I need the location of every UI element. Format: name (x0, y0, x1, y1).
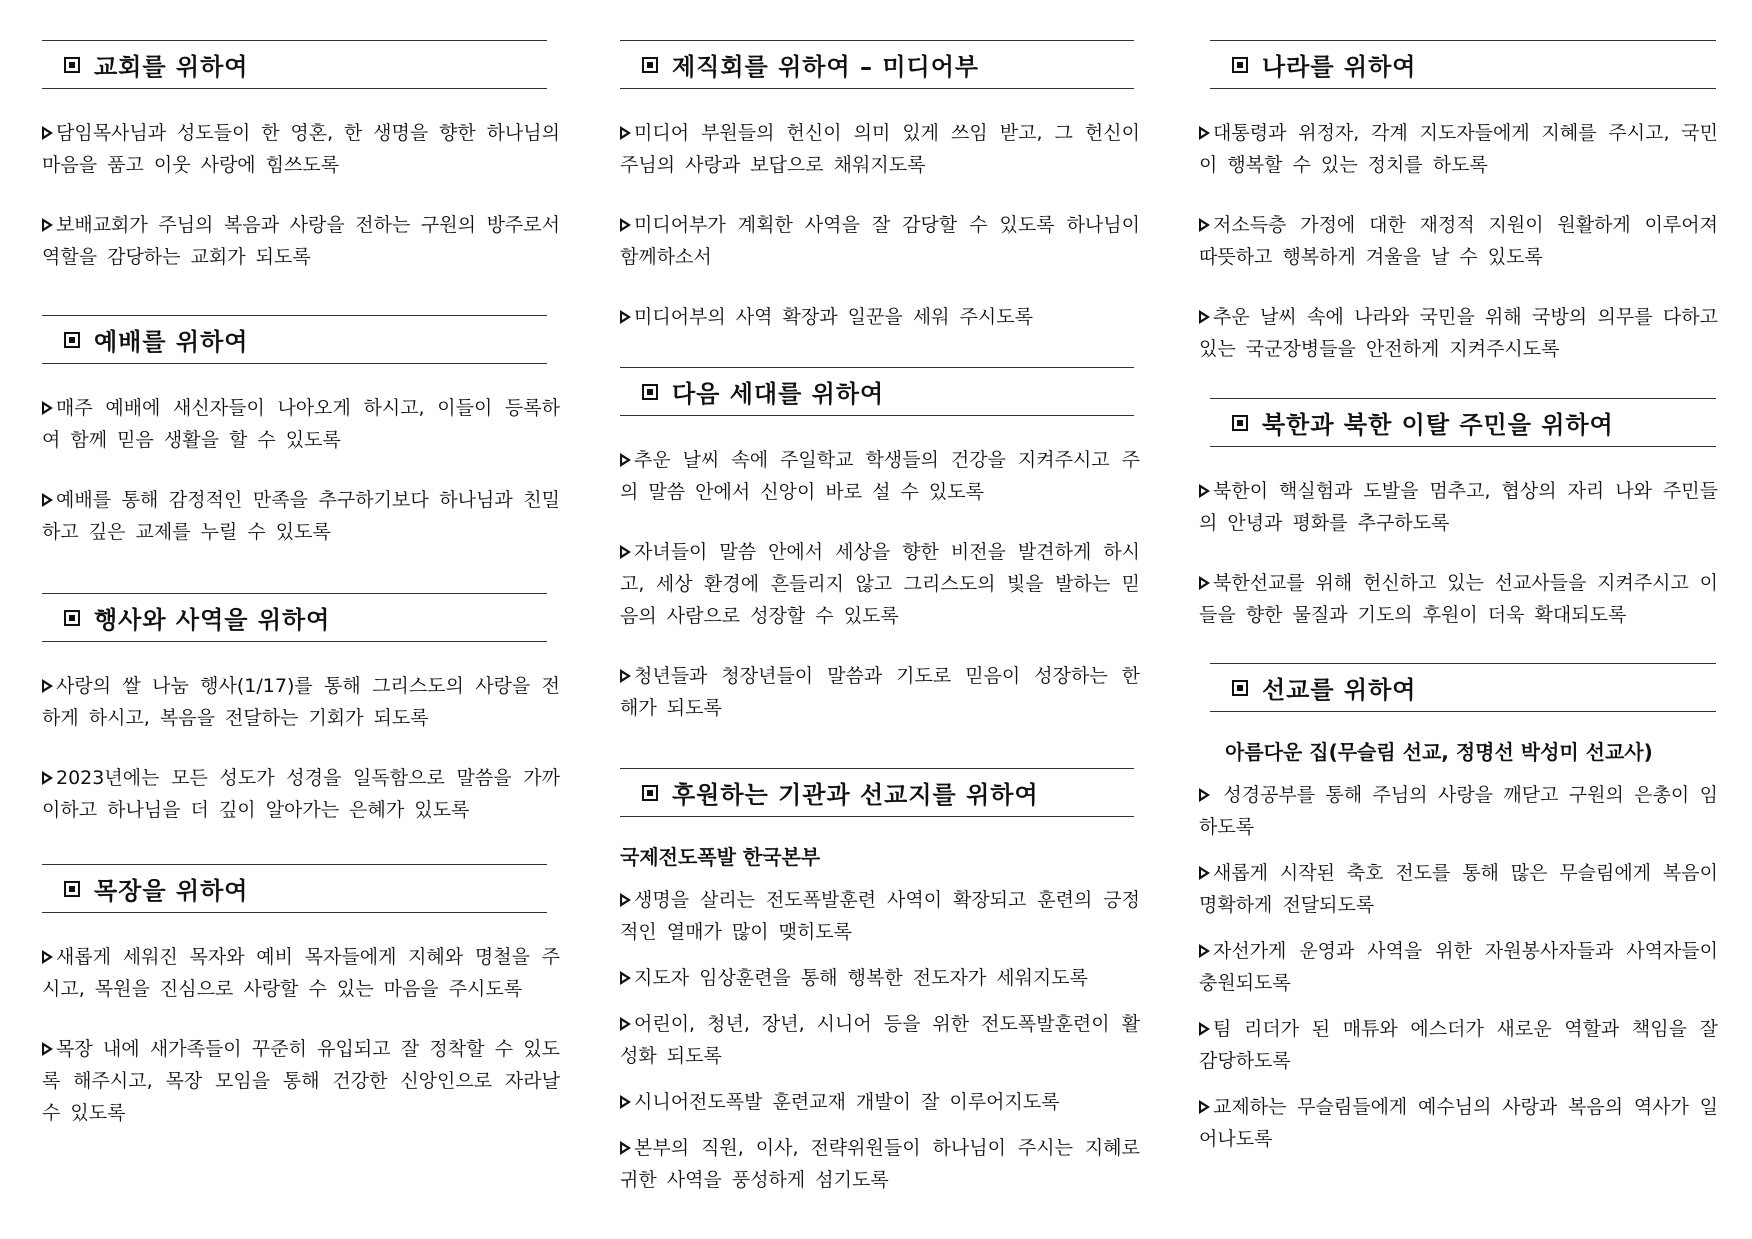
prayer-text: 사랑의 쌀 나눔 행사(1/17)를 통해 그리스도의 사랑을 전하게 하시고, 복음을 전달하는 기회가 되도록 (42, 675, 560, 729)
prayer-section (1199, 398, 1718, 631)
triangle-bullet-icon (42, 218, 53, 232)
section-header (42, 40, 547, 89)
section-title: 나라를 위하여 (1262, 53, 1417, 81)
section-title: 선교를 위하여 (1262, 676, 1417, 704)
section-title: 제직회를 위하여 – 미디어부 (672, 53, 980, 81)
prayer-text: 대통령과 위정자, 각계 지도자들에게 지혜를 주시고, 국민이 행복할 수 있는 정치를 하도록 (1199, 122, 1718, 176)
prayer-text: 목장 내에 새가족들이 꾸준히 유입되고 잘 정착할 수 있도록 해주시고, 목장 모임을 통해 건강한 신앙인으로 자라날 수 있도록 (42, 1038, 560, 1124)
prayer-text: 청년들과 청장년들이 말씀과 기도로 믿음이 성장하는 한 해가 되도록 (620, 665, 1140, 719)
prayer-item (620, 209, 1140, 273)
triangle-bullet-icon (620, 1141, 631, 1155)
prayer-item (1199, 857, 1718, 921)
section-header (620, 367, 1134, 416)
prayer-item (1199, 1013, 1718, 1077)
prayer-item (620, 962, 1140, 994)
prayer-text: 새롭게 시작된 축호 전도를 통해 많은 무슬림에게 복음이 명확하게 전달되도록 (1199, 862, 1718, 916)
section-header (1210, 398, 1716, 447)
prayer-section (42, 315, 560, 548)
prayer-text: 북한선교를 위해 헌신하고 있는 선교사들을 지켜주시고 이들을 향한 물질과 기도의 후원이 더욱 확대되도록 (1199, 572, 1718, 626)
square-bullet-icon (64, 881, 80, 897)
triangle-bullet-icon (620, 1095, 631, 1109)
triangle-bullet-icon (620, 453, 631, 467)
triangle-bullet-icon (42, 493, 53, 507)
triangle-bullet-icon (620, 893, 631, 907)
triangle-bullet-icon (620, 310, 631, 324)
prayer-text: 시니어전도폭발 훈련교재 개발이 잘 이루어지도록 (634, 1091, 1060, 1113)
triangle-bullet-icon (620, 218, 631, 232)
triangle-bullet-icon (42, 126, 53, 140)
prayer-item (620, 301, 1140, 333)
section-header (1210, 40, 1716, 89)
square-bullet-icon (642, 57, 658, 73)
prayer-text: 어린이, 청년, 장년, 시니어 등을 위한 전도폭발훈련이 활성화 되도록 (620, 1013, 1140, 1067)
section-title: 행사와 사역을 위하여 (94, 606, 331, 634)
prayer-text: 2023년에는 모든 성도가 성경을 일독함으로 말씀을 가까이하고 하나님을 더 깊이 알아가는 은혜가 있도록 (42, 767, 560, 821)
triangle-bullet-icon (1199, 310, 1210, 324)
prayer-section (620, 768, 1140, 1196)
section-title: 후원하는 기관과 선교지를 위하여 (672, 781, 1039, 809)
prayer-item (42, 484, 560, 548)
triangle-bullet-icon (1199, 576, 1210, 590)
prayer-section (42, 593, 560, 826)
prayer-item (620, 660, 1140, 724)
section-subtitle: 아름다운 집(무슬림 선교, 정명선 박성미 선교사) (1225, 740, 1653, 764)
prayer-text: 북한이 핵실험과 도발을 멈추고, 협상의 자리 나와 주민들의 안녕과 평화를 추구하도록 (1199, 480, 1718, 534)
prayer-item (620, 1086, 1140, 1118)
prayer-item (42, 392, 560, 456)
prayer-item (1199, 1091, 1718, 1155)
prayer-text: 생명을 살리는 전도폭발훈련 사역이 확장되고 훈련의 긍정적인 열매가 많이 맺히도록 (620, 889, 1140, 943)
prayer-text: 매주 예배에 새신자들이 나아오게 하시고, 이들이 등록하여 함께 믿음 생활을 할 수 있도록 (42, 397, 560, 451)
prayer-item (42, 762, 560, 826)
square-bullet-icon (1232, 415, 1248, 431)
section-title: 북한과 북한 이탈 주민을 위하여 (1262, 411, 1614, 439)
prayer-section (620, 40, 1140, 333)
triangle-bullet-icon (1199, 788, 1210, 802)
triangle-bullet-icon (1199, 1022, 1210, 1036)
prayer-text: 미디어부가 계획한 사역을 잘 감당할 수 있도록 하나님이 함께하소서 (620, 214, 1140, 268)
prayer-item (620, 117, 1140, 181)
prayer-item (1199, 779, 1718, 843)
prayer-item (620, 444, 1140, 508)
prayer-item (42, 117, 560, 181)
triangle-bullet-icon (42, 950, 53, 964)
prayer-item (1199, 117, 1718, 181)
triangle-bullet-icon (620, 545, 631, 559)
triangle-bullet-icon (1199, 218, 1210, 232)
prayer-item (620, 1008, 1140, 1072)
section-header (42, 315, 547, 364)
prayer-text: 추운 날씨 속에 나라와 국민을 위해 국방의 의무를 다하고 있는 국군장병들을 안전하게 지켜주시도록 (1199, 306, 1718, 360)
section-title: 다음 세대를 위하여 (672, 380, 885, 408)
square-bullet-icon (642, 384, 658, 400)
prayer-item (620, 536, 1140, 632)
triangle-bullet-icon (620, 669, 631, 683)
square-bullet-icon (64, 610, 80, 626)
triangle-bullet-icon (620, 126, 631, 140)
prayer-text: 본부의 직원, 이사, 전략위원들이 하나님이 주시는 지혜로 귀한 사역을 풍성하게 섬기도록 (620, 1137, 1140, 1191)
section-title: 예배를 위하여 (94, 328, 249, 356)
prayer-section (42, 40, 560, 273)
triangle-bullet-icon (1199, 126, 1210, 140)
square-bullet-icon (64, 332, 80, 348)
triangle-bullet-icon (42, 771, 53, 785)
prayer-section (42, 864, 560, 1129)
prayer-item (1199, 935, 1718, 999)
prayer-item (620, 1132, 1140, 1196)
prayer-text: 교제하는 무슬림들에게 예수님의 사랑과 복음의 역사가 일어나도록 (1199, 1096, 1718, 1150)
section-header (42, 864, 547, 913)
section-subtitle: 국제전도폭발 한국본부 (620, 845, 821, 869)
prayer-text: 지도자 임상훈련을 통해 행복한 전도자가 세워지도록 (634, 967, 1088, 989)
prayer-section (620, 367, 1140, 724)
prayer-item (1199, 567, 1718, 631)
prayer-item (1199, 301, 1718, 365)
prayer-text: 성경공부를 통해 주님의 사랑을 깨닫고 구원의 은총이 임하도록 (1199, 784, 1718, 838)
triangle-bullet-icon (620, 971, 631, 985)
prayer-item (42, 209, 560, 273)
triangle-bullet-icon (620, 1017, 631, 1031)
section-header (620, 40, 1134, 89)
prayer-item (1199, 475, 1718, 539)
prayer-text: 추운 날씨 속에 주일학교 학생들의 건강을 지켜주시고 주의 말씀 안에서 신앙이 바로 설 수 있도록 (620, 449, 1140, 503)
triangle-bullet-icon (1199, 866, 1210, 880)
prayer-item (620, 884, 1140, 948)
section-title: 목장을 위하여 (94, 877, 249, 905)
square-bullet-icon (1232, 680, 1248, 696)
prayer-item (1199, 209, 1718, 273)
triangle-bullet-icon (42, 679, 53, 693)
section-header (1210, 663, 1716, 712)
square-bullet-icon (642, 785, 658, 801)
triangle-bullet-icon (1199, 1100, 1210, 1114)
prayer-text: 미디어 부원들의 헌신이 의미 있게 쓰임 받고, 그 헌신이 주님의 사랑과 보답으로 채워지도록 (620, 122, 1140, 176)
prayer-item (42, 1033, 560, 1129)
prayer-item (42, 941, 560, 1005)
prayer-text: 자녀들이 말씀 안에서 세상을 향한 비전을 발견하게 하시고, 세상 환경에 흔들리지 않고 그리스도의 빛을 발하는 믿음의 사람으로 성장할 수 있도록 (620, 541, 1140, 627)
triangle-bullet-icon (42, 1042, 53, 1056)
triangle-bullet-icon (1199, 484, 1210, 498)
prayer-item (42, 670, 560, 734)
prayer-text: 새롭게 세워진 목자와 예비 목자들에게 지혜와 명철을 주시고, 목원을 진심으로 사랑할 수 있는 마음을 주시도록 (42, 946, 560, 1000)
section-header (620, 768, 1134, 817)
prayer-section (1199, 40, 1718, 365)
prayer-text: 팀 리더가 된 매튜와 에스더가 새로운 역할과 책임을 잘 감당하도록 (1199, 1018, 1718, 1072)
prayer-text: 자선가게 운영과 사역을 위한 자원봉사자들과 사역자들이 충원되도록 (1199, 940, 1718, 994)
prayer-text: 보배교회가 주님의 복음과 사랑을 전하는 구원의 방주로서 역할을 감당하는 교회가 되도록 (42, 214, 560, 268)
prayer-text: 담임목사님과 성도들이 한 영혼, 한 생명을 향한 하나님의 마음을 품고 이웃 사랑에 힘쓰도록 (42, 122, 560, 176)
square-bullet-icon (64, 57, 80, 73)
section-header (42, 593, 547, 642)
section-title: 교회를 위하여 (94, 53, 249, 81)
triangle-bullet-icon (42, 401, 53, 415)
square-bullet-icon (1232, 57, 1248, 73)
prayer-text: 예배를 통해 감정적인 만족을 추구하기보다 하나님과 친밀하고 깊은 교제를 누릴 수 있도록 (42, 489, 560, 543)
triangle-bullet-icon (1199, 944, 1210, 958)
prayer-text: 미디어부의 사역 확장과 일꾼을 세워 주시도록 (634, 306, 1033, 328)
prayer-section (1199, 663, 1718, 1155)
prayer-text: 저소득층 가정에 대한 재정적 지원이 원활하게 이루어져 따뜻하고 행복하게 겨울을 날 수 있도록 (1199, 214, 1718, 268)
